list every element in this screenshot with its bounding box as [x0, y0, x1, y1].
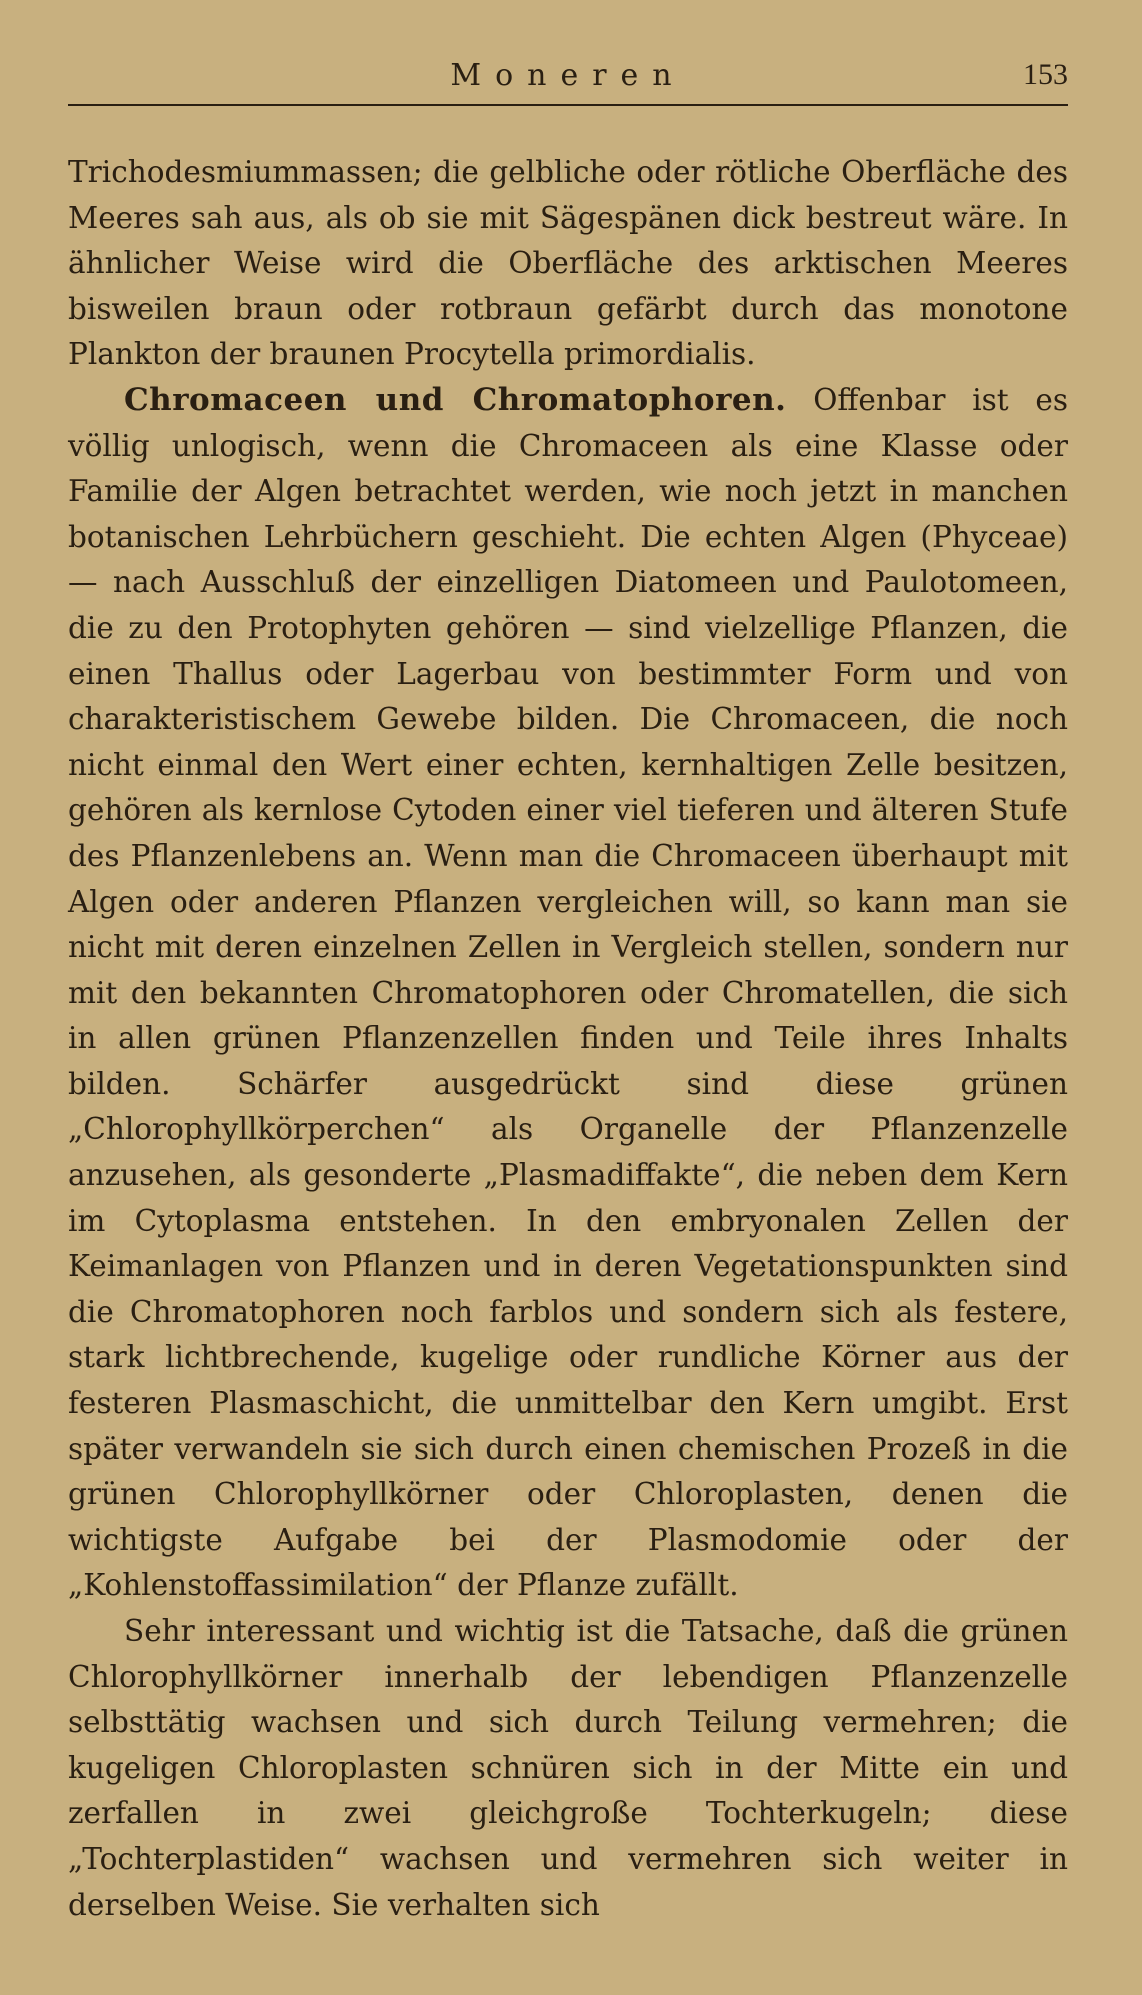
paragraph-2	[68, 378, 1068, 1609]
page-number: 153	[1023, 58, 1068, 91]
running-header	[68, 56, 1068, 106]
running-title: Moneren	[450, 58, 686, 93]
section-heading: Chromaceen und Chromatophoren.	[124, 381, 787, 418]
body-text	[68, 150, 1068, 1928]
paragraph-1: Trichodesmiummassen; die gelbliche oder rötliche Oberfläche des Meeres sah aus, als ob sie mit Sägespänen dick bestreut wäre. In ähnlicher Weise wird die Oberfläche des arktischen Meeres bisweilen braun oder rotbraun gefärbt durch das monotone Plankton der braunen Procytella primordialis.	[68, 155, 1068, 372]
paragraph-3: Sehr interessant und wichtig ist die Tatsache, daß die grünen Chlorophyllkörner innerhalb der lebendigen Pflanzenzelle selbsttätig wachsen und sich durch Teilung vermehren; die kugeligen Chloroplasten schnüren sich in der Mitte ein und zerfallen in zwei gleichgroße Tochterkugeln; diese „Tochterplastiden“ wachsen und vermehren sich weiter in derselben Weise. Sie verhalten sich	[68, 1614, 1068, 1922]
paragraph-2-text: Offenbar ist es völlig unlogisch, wenn die Chromaceen als eine Klasse oder Familie der Algen betrachtet werden, wie noch jetzt in manchen botanischen Lehrbüchern geschieht. Die echten Algen (Phyceae) — nach Ausschluß der einzelligen Diatomeen und Paulotomeen, die zu den Protophyten gehören — sind vielzellige Pflanzen, die einen Thallus oder Lagerbau von bestimmter Form und von charakteristischem Gewebe bilden. Die Chromaceen, die noch nicht einmal den Wert einer echten, kernhaltigen Zelle besitzen, gehören als kernlose Cytoden einer viel tieferen und älteren Stufe des Pflanzenlebens an. Wenn man die Chromaceen überhaupt mit Algen oder anderen Pflanzen vergleichen will, so kann man sie nicht mit deren einzelnen Zellen in Vergleich stellen, sondern nur mit den bekannten Chromatophoren oder Chromatellen, die sich in allen grünen Pflanzenzellen finden und Teile ihres Inhalts bilden. Schärfer ausgedrückt sind diese grünen „Chlorophyllkörperchen“ als Organelle der Pflanzenzelle anzusehen, als gesonderte „Plasmadiffakte“, die neben dem Kern im Cytoplasma entstehen. In den embryonalen Zellen der Keimanlagen von Pflanzen und in deren Vegetationspunkten sind die Chromatophoren noch farblos und sondern sich als festere, stark lichtbrechende, kugelige oder rundliche Körner aus der festeren Plasmaschicht, die unmittelbar den Kern umgibt. Erst später verwandeln sie sich durch einen chemischen Prozeß in die grünen Chlorophyllkörner oder Chloroplasten, denen die wichtigste Aufgabe bei der Plasmodomie oder der „Kohlenstoffassimilation“ der Pflanze zufällt.	[68, 382, 1068, 1603]
